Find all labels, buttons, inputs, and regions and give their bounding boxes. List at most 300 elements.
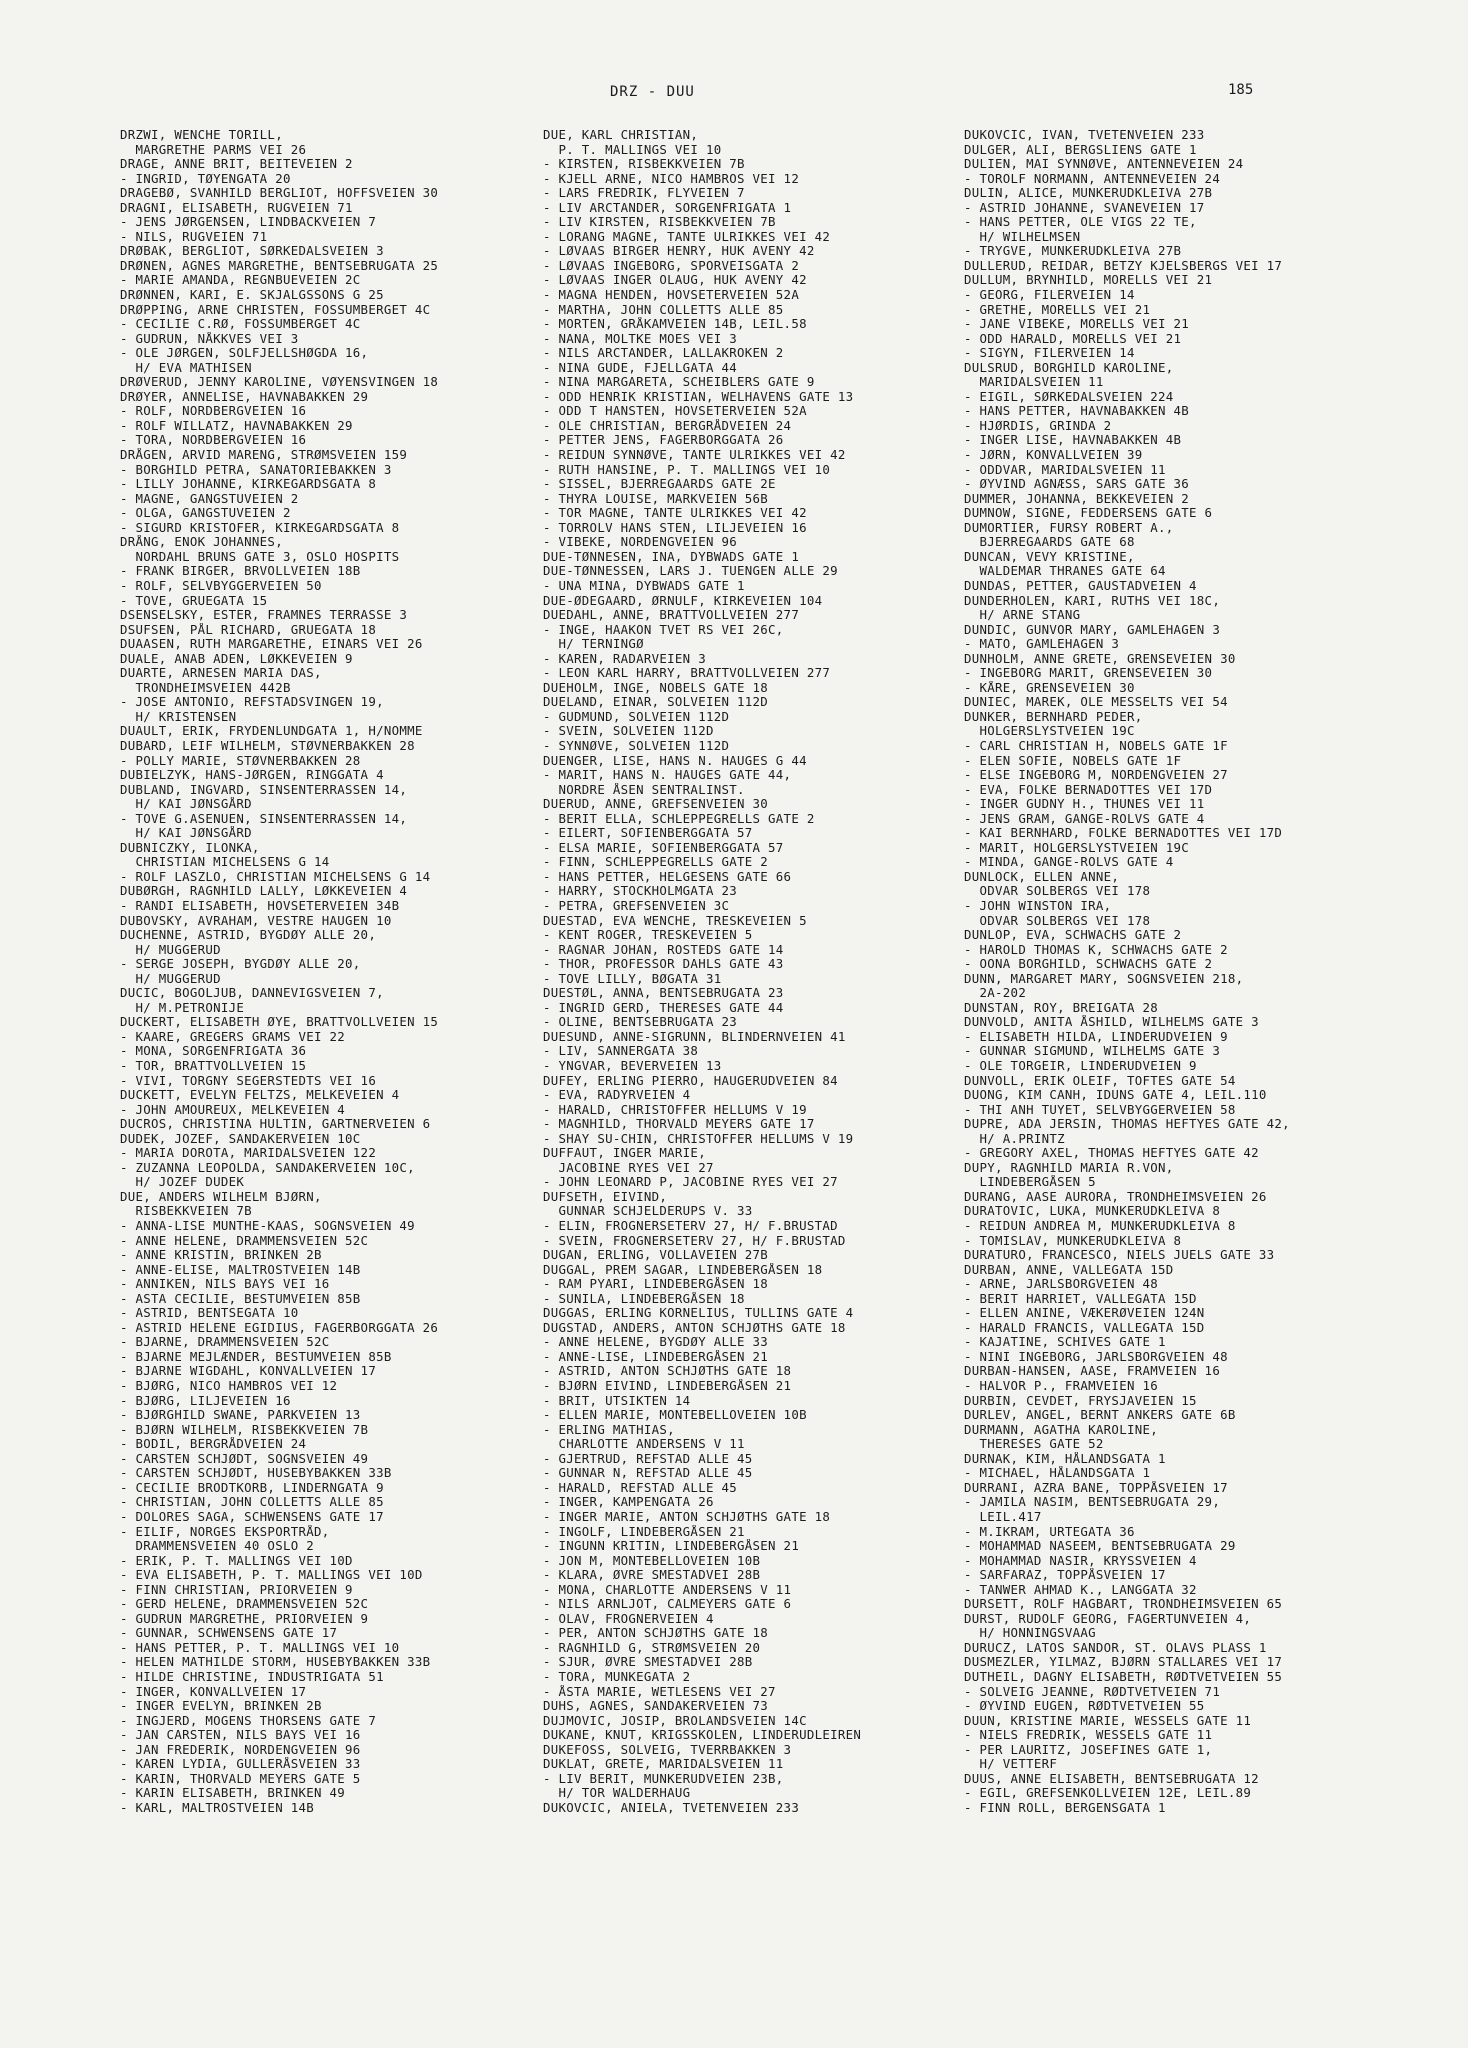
directory-entry-line: - YNGVAR, BEVERVEIEN 13 bbox=[543, 1059, 722, 1073]
directory-entry-line: DURUCZ, LATOS SANDOR, ST. OLAVS PLASS 1 bbox=[964, 1640, 1267, 1655]
directory-entry-line: - OLGA, GANGSTUVEIEN 2 bbox=[120, 506, 291, 521]
directory-entry-line: DURST, RUDOLF GEORG, FAGERTUNVEIEN 4, bbox=[964, 1611, 1252, 1626]
directory-entry-line: - HANS PETTER, OLE VIGS 22 TE, bbox=[964, 215, 1197, 230]
directory-entry-line: H/ A.PRINTZ bbox=[964, 1131, 1065, 1146]
directory-entry-line: DUKOVCIC, IVAN, TVETENVEIEN 233 bbox=[964, 128, 1205, 142]
directory-entry-line: - MARIT, HANS N. HAUGES GATE 44, bbox=[543, 768, 792, 783]
directory-entry-line: P. T. MALLINGS VEI 10 bbox=[543, 142, 722, 157]
directory-entry-line: DUNSTAN, ROY, BREIGATA 28 bbox=[964, 1000, 1158, 1015]
directory-entry-line: - ROLF, SELVBYGGERVEIEN 50 bbox=[120, 578, 322, 593]
directory-entry-line: DURBIN, CEVDET, FRYSJAVEIEN 15 bbox=[964, 1393, 1197, 1408]
directory-entry-line: H/ KAI JØNSGÅRD bbox=[120, 797, 252, 812]
directory-entry-line: DRZWI, WENCHE TORILL, bbox=[120, 128, 283, 142]
directory-entry-line: LEIL.417 bbox=[964, 1509, 1042, 1524]
directory-entry-line: H/ WILHELMSEN bbox=[964, 229, 1081, 244]
directory-entry-line: H/ TOR WALDERHAUG bbox=[543, 1786, 691, 1801]
directory-entry-line: - FINN, SCHLEPPEGRELLS GATE 2 bbox=[543, 855, 769, 870]
directory-entry-line: DUEHOLM, INGE, NOBELS GATE 18 bbox=[543, 680, 769, 695]
directory-entry-line: BJERREGAARDS GATE 68 bbox=[964, 535, 1135, 550]
directory-entry-line: - NINI INGEBORG, JARLSBORGVEIEN 48 bbox=[964, 1349, 1228, 1364]
directory-entry-line: DUUN, KRISTINE MARIE, WESSELS GATE 11 bbox=[964, 1713, 1252, 1728]
directory-entry-line: DUSMEZLER, YILMAZ, BJØRN STALLARES VEI 17 bbox=[964, 1655, 1283, 1670]
directory-entry-line: - JANE VIBEKE, MORELLS VEI 21 bbox=[964, 317, 1190, 332]
directory-entry-line: - ERLING MATHIAS, bbox=[543, 1422, 675, 1437]
directory-entry-line: - BJØRG, NICO HAMBROS VEI 12 bbox=[120, 1379, 338, 1394]
directory-entry-line: DUPY, RAGNHILD MARIA R.VON, bbox=[964, 1160, 1174, 1175]
directory-entry-line: - OLE CHRISTIAN, BERGRÅDVEIEN 24 bbox=[543, 418, 792, 433]
directory-entry-line: - GUNNAR SIGMUND, WILHELMS GATE 3 bbox=[964, 1044, 1221, 1059]
directory-entry-line: 2A-202 bbox=[964, 986, 1027, 1001]
directory-entry-line: DUKLAT, GRETE, MARIDALSVEIEN 11 bbox=[543, 1757, 784, 1772]
directory-entry-line: DUBLAND, INGVARD, SINSENTERRASSEN 14, bbox=[120, 782, 408, 797]
directory-entry-line: - MORTEN, GRÅKAMVEIEN 14B, LEIL.58 bbox=[543, 317, 807, 332]
directory-entry-line: - HANS PETTER, P. T. MALLINGS VEI 10 bbox=[120, 1640, 400, 1655]
directory-entry-line: - REIDUN ANDREA M, MUNKERUDKLEIVA 8 bbox=[964, 1219, 1236, 1234]
directory-entry-line: - SIGYN, FILERVEIEN 14 bbox=[964, 346, 1135, 361]
directory-entry-line: - GJERTRUD, REFSTAD ALLE 45 bbox=[543, 1451, 753, 1466]
directory-entry-line: - KLARA, ØVRE SMESTADVEI 28B bbox=[543, 1568, 761, 1583]
directory-entry-line: DUNLOCK, ELLEN ANNE, bbox=[964, 869, 1120, 884]
directory-entry-line: DRØVERUD, JENNY KAROLINE, VØYENSVINGEN 18 bbox=[120, 375, 439, 390]
directory-entry-line: DUKANE, KNUT, KRIGSSKOLEN, LINDERUDLEIREN bbox=[543, 1728, 862, 1743]
directory-entry-line: DUBOVSKY, AVRAHAM, VESTRE HAUGEN 10 bbox=[120, 913, 392, 928]
directory-entry-line: DRAMMENSVEIEN 40 OSLO 2 bbox=[120, 1539, 314, 1554]
directory-entry-line: - TOROLF NORMANN, ANTENNEVEIEN 24 bbox=[964, 171, 1221, 186]
directory-entry-line: - TRYGVE, MUNKERUDKLEIVA 27B bbox=[964, 244, 1182, 259]
directory-entry-line: - SERGE JOSEPH, BYGDØY ALLE 20, bbox=[120, 957, 361, 972]
directory-entry-line: DUFEY, ERLING PIERRO, HAUGERUDVEIEN 84 bbox=[543, 1073, 838, 1088]
directory-entry-line: - HANS PETTER, HAVNABAKKEN 4B bbox=[964, 404, 1190, 419]
directory-entry-line: DUKOVCIC, ANIELA, TVETENVEIEN 233 bbox=[543, 1800, 800, 1815]
directory-entry-line: - ROLF LASZLO, CHRISTIAN MICHELSENS G 14 bbox=[120, 869, 431, 884]
directory-entry-line: - KARIN ELISABETH, BRINKEN 49 bbox=[120, 1786, 346, 1801]
directory-entry-line: DSENSELSKY, ESTER, FRAMNES TERRASSE 3 bbox=[120, 608, 408, 623]
directory-entry-line: - PETTER JENS, FAGERBORGGATA 26 bbox=[543, 433, 784, 448]
directory-entry-line: RISBEKKVEIEN 7B bbox=[120, 1204, 252, 1219]
directory-entry-line: - ERIK, P. T. MALLINGS VEI 10D bbox=[120, 1553, 353, 1568]
directory-entry-line: - MARIT, HOLGERSLYSTVEIEN 19C bbox=[964, 840, 1190, 855]
directory-entry-line: - BJARNE WIGDAHL, KONVALLVEIEN 17 bbox=[120, 1364, 377, 1379]
directory-entry-line: - TOR MAGNE, TANTE ULRIKKES VEI 42 bbox=[543, 506, 807, 521]
directory-entry-line: - LARS FREDRIK, FLYVEIEN 7 bbox=[543, 186, 745, 201]
directory-entry-line: - ASTRID, BENTSEGATA 10 bbox=[120, 1306, 299, 1321]
directory-entry-line: DRAGNI, ELISABETH, RUGVEIEN 71 bbox=[120, 200, 353, 215]
directory-entry-line: - BODIL, BERGRÅDVEIEN 24 bbox=[120, 1437, 307, 1452]
directory-entry-line: - ELSE INGEBORG M, NORDENGVEIEN 27 bbox=[964, 768, 1228, 783]
directory-entry-line: - SVEIN, SOLVEIEN 112D bbox=[543, 724, 714, 739]
directory-entry-line: - ODD HENRIK KRISTIAN, WELHAVENS GATE 13 bbox=[543, 389, 854, 404]
directory-entry-line: JACOBINE RYES VEI 27 bbox=[543, 1160, 714, 1175]
directory-entry-line: DUE-ØDEGAARD, ØRNULF, KIRKEVEIEN 104 bbox=[543, 593, 823, 608]
directory-entry-line: - JOHN LEONARD P, JACOBINE RYES VEI 27 bbox=[543, 1175, 838, 1190]
directory-entry-line: DUFSETH, EIVIND, bbox=[543, 1189, 668, 1204]
directory-entry-line: - JØRN, KONVALLVEIEN 39 bbox=[964, 448, 1143, 463]
directory-entry-line: WALDEMAR THRANES GATE 64 bbox=[964, 564, 1166, 579]
directory-entry-line: - ANNE HELENE, DRAMMENSVEIEN 52C bbox=[120, 1233, 369, 1248]
directory-entry-line: - HAROLD THOMAS K, SCHWACHS GATE 2 bbox=[964, 942, 1228, 957]
directory-entry-line: - RAM PYARI, LINDEBERGÅSEN 18 bbox=[543, 1277, 769, 1292]
directory-column-1 bbox=[120, 128, 540, 1815]
directory-entry-line: - UNA MINA, DYBWADS GATE 1 bbox=[543, 578, 745, 593]
directory-entry-line: - ANNA-LISE MUNTHE-KAAS, SOGNSVEIEN 49 bbox=[120, 1219, 415, 1234]
directory-entry-line: - MARIE AMANDA, REGNBUEVEIEN 2C bbox=[120, 273, 361, 288]
directory-entry-line: - CARSTEN SCHJØDT, SOGNSVEIEN 49 bbox=[120, 1451, 369, 1466]
directory-entry-line: DRØNNEN, KARI, E. SKJALGSSONS G 25 bbox=[120, 288, 384, 303]
directory-entry-line: DULGER, ALI, BERGSLIENS GATE 1 bbox=[964, 142, 1197, 157]
directory-column-3 bbox=[964, 128, 1404, 1815]
directory-entry-line: - VIVI, TORGNY SEGERSTEDTS VEI 16 bbox=[120, 1073, 377, 1088]
directory-entry-line: DUKEFOSS, SOLVEIG, TVERRBAKKEN 3 bbox=[543, 1742, 792, 1757]
directory-entry-line: DUARTE, ARNESEN MARIA DAS, bbox=[120, 666, 322, 681]
directory-entry-line: THERESES GATE 52 bbox=[964, 1437, 1104, 1452]
directory-entry-line: - SARFARAZ, TOPPÅSVEIEN 17 bbox=[964, 1568, 1166, 1583]
directory-entry-line: - EVA ELISABETH, P. T. MALLINGS VEI 10D bbox=[120, 1568, 423, 1583]
directory-entry-line: - EVA, RADYRVEIEN 4 bbox=[543, 1088, 691, 1103]
directory-entry-line: - INGER EVELYN, BRINKEN 2B bbox=[120, 1699, 322, 1714]
page-number: 185 bbox=[1228, 82, 1254, 98]
directory-entry-line: DURBAN, ANNE, VALLEGATA 15D bbox=[964, 1262, 1174, 1277]
directory-entry-line: - GUNNAR, SCHWENSENS GATE 17 bbox=[120, 1626, 338, 1641]
directory-entry-line: H/ KAI JØNSGÅRD bbox=[120, 826, 252, 841]
directory-entry-line: - TORA, NORDBERGVEIEN 16 bbox=[120, 433, 307, 448]
directory-entry-line: H/ EVA MATHISEN bbox=[120, 360, 252, 375]
directory-entry-line: - ÅSTA MARIE, WETLESENS VEI 27 bbox=[543, 1684, 776, 1699]
directory-entry-line: - OONA BORGHILD, SCHWACHS GATE 2 bbox=[964, 957, 1213, 972]
directory-entry-line: GUNNAR SCHJELDERUPS V. 33 bbox=[543, 1204, 753, 1219]
directory-entry-line: - MAGNA HENDEN, HOVSETERVEIEN 52A bbox=[543, 288, 800, 303]
directory-entry-line: H/ MUGGERUD bbox=[120, 942, 221, 957]
directory-entry-line: DUAULT, ERIK, FRYDENLUNDGATA 1, H/NOMME bbox=[120, 724, 423, 739]
directory-entry-line: - INGER, KAMPENGATA 26 bbox=[543, 1495, 714, 1510]
directory-entry-line: - MONA, SORGENFRIGATA 36 bbox=[120, 1044, 307, 1059]
directory-entry-line: - ELIN, FROGNERSETERV 27, H/ F.BRUSTAD bbox=[543, 1219, 838, 1234]
directory-entry-line: - CHRISTIAN, JOHN COLLETTS ALLE 85 bbox=[120, 1495, 384, 1510]
directory-entry-line: DUNCAN, VEVY KRISTINE, bbox=[964, 549, 1135, 564]
directory-entry-line: - CECILIE BRODTKORB, LINDERNGATA 9 bbox=[120, 1480, 384, 1495]
directory-entry-line: - ANNIKEN, NILS BAYS VEI 16 bbox=[120, 1277, 330, 1292]
page-range-title: DRZ - DUU bbox=[610, 84, 695, 100]
directory-entry-line: DURBAN-HANSEN, AASE, FRAMVEIEN 16 bbox=[964, 1364, 1221, 1379]
directory-entry-line: - MONA, CHARLOTTE ANDERSENS V 11 bbox=[543, 1582, 792, 1597]
directory-entry-line: - TOVE G.ASENUEN, SINSENTERRASSEN 14, bbox=[120, 811, 408, 826]
directory-entry-line: - GERD HELENE, DRAMMENSVEIEN 52C bbox=[120, 1597, 369, 1612]
directory-entry-line: HOLGERSLYSTVEIEN 19C bbox=[964, 724, 1135, 739]
directory-entry-line: - ASTA CECILIE, BESTUMVEIEN 85B bbox=[120, 1291, 361, 1306]
directory-entry-line: - INGRID, TØYENGATA 20 bbox=[120, 171, 291, 186]
directory-entry-line: - SOLVEIG JEANNE, RØDTVETVEIEN 71 bbox=[964, 1684, 1221, 1699]
directory-entry-line: MARGRETHE PARMS VEI 26 bbox=[120, 142, 307, 157]
directory-entry-line: DULIN, ALICE, MUNKERUDKLEIVA 27B bbox=[964, 186, 1213, 201]
directory-entry-line: DURMANN, AGATHA KAROLINE, bbox=[964, 1422, 1158, 1437]
directory-entry-line: - BERIT HARRIET, VALLEGATA 15D bbox=[964, 1291, 1197, 1306]
directory-entry-line: DUNHOLM, ANNE GRETE, GRENSEVEIEN 30 bbox=[964, 651, 1236, 666]
directory-entry-line: - KARL, MALTROSTVEIEN 14B bbox=[120, 1800, 314, 1815]
directory-entry-line: - ELISABETH HILDA, LINDERUDVEIEN 9 bbox=[964, 1029, 1228, 1044]
directory-entry-line: DUNIEC, MAREK, OLE MESSELTS VEI 54 bbox=[964, 695, 1228, 710]
directory-entry-line: DRØYER, ANNELISE, HAVNABAKKEN 29 bbox=[120, 389, 369, 404]
directory-entry-line: - DOLORES SAGA, SCHWENSENS GATE 17 bbox=[120, 1509, 384, 1524]
directory-entry-line: DUNLOP, EVA, SCHWACHS GATE 2 bbox=[964, 928, 1182, 943]
directory-entry-line: - ZUZANNA LEOPOLDA, SANDAKERVEIEN 10C, bbox=[120, 1160, 415, 1175]
directory-entry-line: H/ HONNINGSVAAG bbox=[964, 1626, 1096, 1641]
directory-entry-line: - INGRID GERD, THERESES GATE 44 bbox=[543, 1000, 784, 1015]
directory-entry-line: - TOVE LILLY, BØGATA 31 bbox=[543, 971, 722, 986]
directory-entry-line: NORDRE ÅSEN SENTRALINST. bbox=[543, 782, 745, 797]
directory-entry-line: - MATO, GAMLEHAGEN 3 bbox=[964, 637, 1120, 652]
directory-entry-line: - THYRA LOUISE, MARKVEIEN 56B bbox=[543, 491, 769, 506]
directory-entry-line: - SVEIN, FROGNERSETERV 27, H/ F.BRUSTAD bbox=[543, 1233, 846, 1248]
directory-entry-line: - LIV, SANNERGATA 38 bbox=[543, 1044, 699, 1059]
directory-entry-line: - CARSTEN SCHJØDT, HUSEBYBAKKEN 33B bbox=[120, 1466, 392, 1481]
directory-entry-line: - OLAV, FROGNERVEIEN 4 bbox=[543, 1611, 714, 1626]
directory-entry-line: DRØNEN, AGNES MARGRETHE, BENTSEBRUGATA 25 bbox=[120, 258, 439, 273]
directory-entry-line: - MICHAEL, HÅLANDSGATA 1 bbox=[964, 1466, 1151, 1481]
directory-entry-line: ODVAR SOLBERGS VEI 178 bbox=[964, 913, 1151, 928]
directory-entry-line: - TORA, MUNKEGATA 2 bbox=[543, 1669, 691, 1684]
page-header bbox=[0, 84, 1468, 114]
directory-entry-line: - BJØRGHILD SWANE, PARKVEIEN 13 bbox=[120, 1408, 361, 1423]
directory-entry-line: DUGGAS, ERLING KORNELIUS, TULLINS GATE 4 bbox=[543, 1306, 854, 1321]
directory-entry-line: DUUS, ANNE ELISABETH, BENTSEBRUGATA 12 bbox=[964, 1771, 1259, 1786]
directory-entry-line: - CARL CHRISTIAN H, NOBELS GATE 1F bbox=[964, 738, 1228, 753]
directory-entry-line: - ODD HARALD, MORELLS VEI 21 bbox=[964, 331, 1182, 346]
directory-entry-line: - LØVAAS INGER OLAUG, HUK AVENY 42 bbox=[543, 273, 807, 288]
directory-entry-line: DURRANI, AZRA BANE, TOPPÅSVEIEN 17 bbox=[964, 1480, 1228, 1495]
directory-entry-line: - LIV BERIT, MUNKERUDVEIEN 23B, bbox=[543, 1771, 784, 1786]
directory-entry-line: - INGER GUDNY H., THUNES VEI 11 bbox=[964, 797, 1205, 812]
directory-entry-line: - PER, ANTON SCHJØTHS GATE 18 bbox=[543, 1626, 769, 1641]
directory-entry-line: - LEON KARL HARRY, BRATTVOLLVEIEN 277 bbox=[543, 666, 831, 681]
directory-entry-line: - OLE TORGEIR, LINDERUDVEIEN 9 bbox=[964, 1059, 1197, 1073]
directory-entry-line: - KARIN, THORVALD MEYERS GATE 5 bbox=[120, 1771, 361, 1786]
directory-entry-line: - JAMILA NASIM, BENTSEBRUGATA 29, bbox=[964, 1495, 1221, 1510]
directory-entry-line: - RAGNHILD G, STRØMSVEIEN 20 bbox=[543, 1640, 761, 1655]
directory-entry-line: DUCKERT, ELISABETH ØYE, BRATTVOLLVEIEN 15 bbox=[120, 1015, 439, 1030]
directory-entry-line: DUALE, ANAB ADEN, LØKKEVEIEN 9 bbox=[120, 651, 353, 666]
directory-entry-line: - JON M, MONTEBELLOVEIEN 10B bbox=[543, 1553, 761, 1568]
directory-entry-line: DUGAN, ERLING, VOLLAVEIEN 27B bbox=[543, 1248, 769, 1263]
directory-entry-line: DUCROS, CHRISTINA HULTIN, GARTNERVEIEN 6 bbox=[120, 1117, 431, 1132]
directory-entry-line: - BJARNE, DRAMMENSVEIEN 52C bbox=[120, 1335, 330, 1350]
directory-entry-line: CHRISTIAN MICHELSENS G 14 bbox=[120, 855, 330, 870]
directory-entry-line: DUGGAL, PREM SAGAR, LINDEBERGÅSEN 18 bbox=[543, 1262, 823, 1277]
directory-entry-line: - KAJATINE, SCHIVES GATE 1 bbox=[964, 1335, 1166, 1350]
directory-entry-line: - ELLEN ANINE, VÆKERØVEIEN 124N bbox=[964, 1306, 1205, 1321]
directory-entry-line: - LIV KIRSTEN, RISBEKKVEIEN 7B bbox=[543, 215, 776, 230]
directory-entry-line: - INGE, HAAKON TVET RS VEI 26C, bbox=[543, 622, 784, 637]
directory-entry-line: DURLEV, ANGEL, BERNT ANKERS GATE 6B bbox=[964, 1408, 1236, 1423]
directory-entry-line: - NIELS FREDRIK, WESSELS GATE 11 bbox=[964, 1728, 1213, 1743]
directory-entry-line: DUENGER, LISE, HANS N. HAUGES G 44 bbox=[543, 753, 807, 768]
directory-entry-line: - GRETHE, MORELLS VEI 21 bbox=[964, 302, 1151, 317]
directory-entry-line: - INGER, KONVALLVEIEN 17 bbox=[120, 1684, 307, 1699]
directory-entry-line: - HARALD, CHRISTOFFER HELLUMS V 19 bbox=[543, 1102, 807, 1117]
directory-entry-line: - SHAY SU-CHIN, CHRISTOFFER HELLUMS V 19 bbox=[543, 1131, 854, 1146]
directory-entry-line: - BJØRN WILHELM, RISBEKKVEIEN 7B bbox=[120, 1422, 369, 1437]
directory-entry-line: DUNDERHOLEN, KARI, RUTHS VEI 18C, bbox=[964, 593, 1221, 608]
directory-entry-line: DUBNICZKY, ILONKA, bbox=[120, 840, 260, 855]
directory-entry-line: DUHS, AGNES, SANDAKERVEIEN 73 bbox=[543, 1699, 769, 1714]
directory-entry-line: - TOVE, GRUEGATA 15 bbox=[120, 593, 268, 608]
directory-entry-line: DUONG, KIM CANH, IDUNS GATE 4, LEIL.110 bbox=[964, 1088, 1267, 1103]
directory-entry-line: - NANA, MOLTKE MOES VEI 3 bbox=[543, 331, 737, 346]
directory-entry-line: - THI ANH TUYET, SELVBYGGERVEIEN 58 bbox=[964, 1102, 1236, 1117]
directory-entry-line: - KAREN LYDIA, GULLERÅSVEIEN 33 bbox=[120, 1757, 361, 1772]
directory-entry-line: ODVAR SOLBERGS VEI 178 bbox=[964, 884, 1151, 899]
directory-entry-line: - BJARNE MEJLÆNDER, BESTUMVEIEN 85B bbox=[120, 1349, 392, 1364]
directory-entry-line: - JOSE ANTONIO, REFSTADSVINGEN 19, bbox=[120, 695, 384, 710]
directory-entry-line: DSUFSEN, PÅL RICHARD, GRUEGATA 18 bbox=[120, 622, 377, 637]
directory-entry-line: DURNAK, KIM, HÅLANDSGATA 1 bbox=[964, 1451, 1166, 1466]
directory-entry-line: - KENT ROGER, TRESKEVEIEN 5 bbox=[543, 928, 753, 943]
directory-entry-line: - SYNNØVE, SOLVEIEN 112D bbox=[543, 738, 730, 753]
directory-entry-line: - TORROLV HANS STEN, LILJEVEIEN 16 bbox=[543, 520, 807, 535]
directory-entry-line: - NILS ARCTANDER, LALLAKROKEN 2 bbox=[543, 346, 784, 361]
directory-entry-line: DUFFAUT, INGER MARIE, bbox=[543, 1146, 706, 1161]
directory-entry-line: - EIGIL, SØRKEDALSVEIEN 224 bbox=[964, 389, 1174, 404]
directory-entry-line: DUMNOW, SIGNE, FEDDERSENS GATE 6 bbox=[964, 506, 1213, 521]
directory-entry-line: DUNVOLD, ANITA ÅSHILD, WILHELMS GATE 3 bbox=[964, 1015, 1259, 1030]
directory-entry-line: - POLLY MARIE, STØVNERBAKKEN 28 bbox=[120, 753, 361, 768]
directory-entry-line: DUBARD, LEIF WILHELM, STØVNERBAKKEN 28 bbox=[120, 738, 415, 753]
directory-entry-line: DUCIC, BOGOLJUB, DANNEVIGSVEIEN 7, bbox=[120, 986, 384, 1001]
directory-entry-line: NORDAHL BRUNS GATE 3, OSLO HOSPITS bbox=[120, 549, 400, 564]
directory-entry-line: - REIDUN SYNNØVE, TANTE ULRIKKES VEI 42 bbox=[543, 448, 846, 463]
directory-entry-line: CHARLOTTE ANDERSENS V 11 bbox=[543, 1437, 745, 1452]
directory-entry-line: - NINA GUDE, FJELLGATA 44 bbox=[543, 360, 737, 375]
directory-entry-line: - HJØRDIS, GRINDA 2 bbox=[964, 418, 1112, 433]
directory-entry-line: - GEORG, FILERVEIEN 14 bbox=[964, 288, 1135, 303]
directory-entry-line: LINDEBERGÅSEN 5 bbox=[964, 1175, 1096, 1190]
directory-entry-line: - BORGHILD PETRA, SANATORIEBAKKEN 3 bbox=[120, 462, 392, 477]
directory-entry-line: - MAGNE, GANGSTUVEIEN 2 bbox=[120, 491, 299, 506]
directory-entry-line: DUBIELZYK, HANS-JØRGEN, RINGGATA 4 bbox=[120, 768, 384, 783]
directory-entry-line: - KÅRE, GRENSEVEIEN 30 bbox=[964, 680, 1135, 695]
directory-entry-line: - HARALD, REFSTAD ALLE 45 bbox=[543, 1480, 737, 1495]
directory-entry-line: DUE, KARL CHRISTIAN, bbox=[543, 128, 699, 142]
directory-entry-line: - LØVAAS BIRGER HENRY, HUK AVENY 42 bbox=[543, 244, 815, 259]
directory-entry-line: DUCHENNE, ASTRID, BYGDØY ALLE 20, bbox=[120, 928, 377, 943]
directory-entry-line: DUEDAHL, ANNE, BRATTVOLLVEIEN 277 bbox=[543, 608, 800, 623]
directory-entry-line: - JAN CARSTEN, NILS BAYS VEI 16 bbox=[120, 1728, 361, 1743]
directory-entry-line: - ROLF, NORDBERGVEIEN 16 bbox=[120, 404, 307, 419]
directory-entry-line: - BJØRN EIVIND, LINDEBERGÅSEN 21 bbox=[543, 1379, 792, 1394]
directory-entry-line: - ARNE, JARLSBORGVEIEN 48 bbox=[964, 1277, 1158, 1292]
directory-entry-line: - KAREN, RADARVEIEN 3 bbox=[543, 651, 706, 666]
directory-entry-line: H/ JOZEF DUDEK bbox=[120, 1175, 245, 1190]
directory-entry-line: - JOHN WINSTON IRA, bbox=[964, 898, 1112, 913]
directory-entry-line: DUESTØL, ANNA, BENTSEBRUGATA 23 bbox=[543, 986, 784, 1001]
directory-entry-line: DRAGEBØ, SVANHILD BERGLIOT, HOFFSVEIEN 30 bbox=[120, 186, 439, 201]
directory-entry-line: DUELAND, EINAR, SOLVEIEN 112D bbox=[543, 695, 769, 710]
directory-entry-line: - MOHAMMAD NASEEM, BENTSEBRUGATA 29 bbox=[964, 1539, 1236, 1554]
directory-entry-line: - RAGNAR JOHAN, ROSTEDS GATE 14 bbox=[543, 942, 784, 957]
directory-entry-line: - ROLF WILLATZ, HAVNABAKKEN 29 bbox=[120, 418, 353, 433]
directory-entry-line: - INGEBORG MARIT, GRENSEVEIEN 30 bbox=[964, 666, 1213, 681]
directory-entry-line: - INGER LISE, HAVNABAKKEN 4B bbox=[964, 433, 1182, 448]
directory-entry-line: - OLE JØRGEN, SOLFJELLSHØGDA 16, bbox=[120, 346, 369, 361]
directory-entry-line: DULIEN, MAI SYNNØVE, ANTENNEVEIEN 24 bbox=[964, 157, 1244, 172]
directory-entry-line: DULLERUD, REIDAR, BETZY KJELSBERGS VEI 17 bbox=[964, 258, 1283, 273]
directory-entry-line: - OLINE, BENTSEBRUGATA 23 bbox=[543, 1015, 737, 1030]
directory-entry-line: DUGSTAD, ANDERS, ANTON SCHJØTHS GATE 18 bbox=[543, 1320, 846, 1335]
directory-entry-line: - PETRA, GREFSENVEIEN 3C bbox=[543, 898, 730, 913]
directory-entry-line: - MINDA, GANGE-ROLVS GATE 4 bbox=[964, 855, 1174, 870]
directory-entry-line: H/ ARNE STANG bbox=[964, 608, 1081, 623]
directory-entry-line: - ODDVAR, MARIDALSVEIEN 11 bbox=[964, 462, 1166, 477]
directory-entry-line: - ASTRID HELENE EGIDIUS, FAGERBORGGATA 26 bbox=[120, 1320, 439, 1335]
directory-entry-line: - ØYVIND EUGEN, RØDTVETVEIEN 55 bbox=[964, 1699, 1205, 1714]
directory-entry-line: - HANS PETTER, HELGESENS GATE 66 bbox=[543, 869, 792, 884]
directory-entry-line: DUNDAS, PETTER, GAUSTADVEIEN 4 bbox=[964, 578, 1197, 593]
directory-entry-line: - LØVAAS INGEBORG, SPORVEISGATA 2 bbox=[543, 258, 800, 273]
directory-entry-line: - BERIT ELLA, SCHLEPPEGRELLS GATE 2 bbox=[543, 811, 815, 826]
directory-entry-line: - ODD T HANSTEN, HOVSETERVEIEN 52A bbox=[543, 404, 807, 419]
directory-entry-line: - MARTHA, JOHN COLLETTS ALLE 85 bbox=[543, 302, 784, 317]
directory-entry-line: DURANG, AASE AURORA, TRONDHEIMSVEIEN 26 bbox=[964, 1189, 1267, 1204]
directory-entry-line: - FINN CHRISTIAN, PRIORVEIEN 9 bbox=[120, 1582, 353, 1597]
directory-entry-line: - ELSA MARIE, SOFIENBERGGATA 57 bbox=[543, 840, 784, 855]
directory-entry-line: - LORANG MAGNE, TANTE ULRIKKES VEI 42 bbox=[543, 229, 831, 244]
directory-entry-line: - TOR, BRATTVOLLVEIEN 15 bbox=[120, 1059, 307, 1073]
directory-entry-line: DUNKER, BERNHARD PEDER, bbox=[964, 709, 1143, 724]
directory-entry-line: H/ TERNINGØ bbox=[543, 637, 644, 652]
directory-entry-line: DUERUD, ANNE, GREFSENVEIEN 30 bbox=[543, 797, 769, 812]
directory-entry-line: DUBØRGH, RAGNHILD LALLY, LØKKEVEIEN 4 bbox=[120, 884, 408, 899]
directory-entry-line: - GUDRUN, NÅKKVES VEI 3 bbox=[120, 331, 299, 346]
directory-entry-line: DRÅGEN, ARVID MARENG, STRØMSVEIEN 159 bbox=[120, 448, 408, 463]
directory-entry-line: - KJELL ARNE, NICO HAMBROS VEI 12 bbox=[543, 171, 800, 186]
directory-entry-line: - ASTRID, ANTON SCHJØTHS GATE 18 bbox=[543, 1364, 792, 1379]
directory-entry-line: - ELEN SOFIE, NOBELS GATE 1F bbox=[964, 753, 1182, 768]
directory-entry-line: DUESUND, ANNE-SIGRUNN, BLINDERNVEIEN 41 bbox=[543, 1029, 846, 1044]
directory-entry-line: - LIV ARCTANDER, SORGENFRIGATA 1 bbox=[543, 200, 792, 215]
directory-entry-line: DULSRUD, BORGHILD KAROLINE, bbox=[964, 360, 1174, 375]
directory-entry-line: - KAI BERNHARD, FOLKE BERNADOTTES VEI 17D bbox=[964, 826, 1283, 841]
directory-entry-line: DUTHEIL, DAGNY ELISABETH, RØDTVETVEIEN 55 bbox=[964, 1669, 1283, 1684]
directory-entry-line: - FRANK BIRGER, BRVOLLVEIEN 18B bbox=[120, 564, 361, 579]
directory-entry-line: DUAASEN, RUTH MARGARETHE, EINARS VEI 26 bbox=[120, 637, 423, 652]
directory-entry-line: - MARIA DOROTA, MARIDALSVEIEN 122 bbox=[120, 1146, 377, 1161]
directory-entry-line: H/ KRISTENSEN bbox=[120, 709, 237, 724]
directory-entry-line: DUDEK, JOZEF, SANDAKERVEIEN 10C bbox=[120, 1131, 361, 1146]
directory-entry-line: DUE-TØNNESEN, INA, DYBWADS GATE 1 bbox=[543, 549, 800, 564]
directory-entry-line: - JAN FREDERIK, NORDENGVEIEN 96 bbox=[120, 1742, 361, 1757]
directory-entry-line: - HILDE CHRISTINE, INDUSTRIGATA 51 bbox=[120, 1669, 384, 1684]
directory-entry-line: DRØBAK, BERGLIOT, SØRKEDALSVEIEN 3 bbox=[120, 244, 384, 259]
directory-entry-line: - HALVOR P., FRAMVEIEN 16 bbox=[964, 1379, 1158, 1394]
directory-entry-line: - NINA MARGARETA, SCHEIBLERS GATE 9 bbox=[543, 375, 815, 390]
directory-entry-line: - INGUNN KRITIN, LINDEBERGÅSEN 21 bbox=[543, 1539, 800, 1554]
directory-entry-line: - GUDRUN MARGRETHE, PRIORVEIEN 9 bbox=[120, 1611, 369, 1626]
directory-column-2 bbox=[543, 128, 963, 1815]
directory-entry-line: DUMMER, JOHANNA, BEKKEVEIEN 2 bbox=[964, 491, 1190, 506]
directory-entry-line: - INGOLF, LINDEBERGÅSEN 21 bbox=[543, 1524, 745, 1539]
directory-entry-line: - RUTH HANSINE, P. T. MALLINGS VEI 10 bbox=[543, 462, 831, 477]
directory-entry-line: DURATOVIC, LUKA, MUNKERUDKLEIVA 8 bbox=[964, 1204, 1221, 1219]
directory-entry-line: - M.IKRAM, URTEGATA 36 bbox=[964, 1524, 1135, 1539]
directory-entry-line: - NILS, RUGVEIEN 71 bbox=[120, 229, 268, 244]
directory-entry-line: DUESTAD, EVA WENCHE, TRESKEVEIEN 5 bbox=[543, 913, 807, 928]
directory-entry-line: DUJMOVIC, JOSIP, BROLANDSVEIEN 14C bbox=[543, 1713, 807, 1728]
directory-entry-line: DUNDIC, GUNVOR MARY, GAMLEHAGEN 3 bbox=[964, 622, 1221, 637]
directory-entry-line: - GUNNAR N, REFSTAD ALLE 45 bbox=[543, 1466, 753, 1481]
directory-entry-line: - GREGORY AXEL, THOMAS HEFTYES GATE 42 bbox=[964, 1146, 1259, 1161]
directory-entry-line: - RANDI ELISABETH, HOVSETERVEIEN 34B bbox=[120, 898, 400, 913]
directory-entry-line: DUMORTIER, FURSY ROBERT A., bbox=[964, 520, 1174, 535]
directory-entry-line: - FINN ROLL, BERGENSGATA 1 bbox=[964, 1800, 1166, 1815]
directory-entry-line: DULLUM, BRYNHILD, MORELLS VEI 21 bbox=[964, 273, 1213, 288]
